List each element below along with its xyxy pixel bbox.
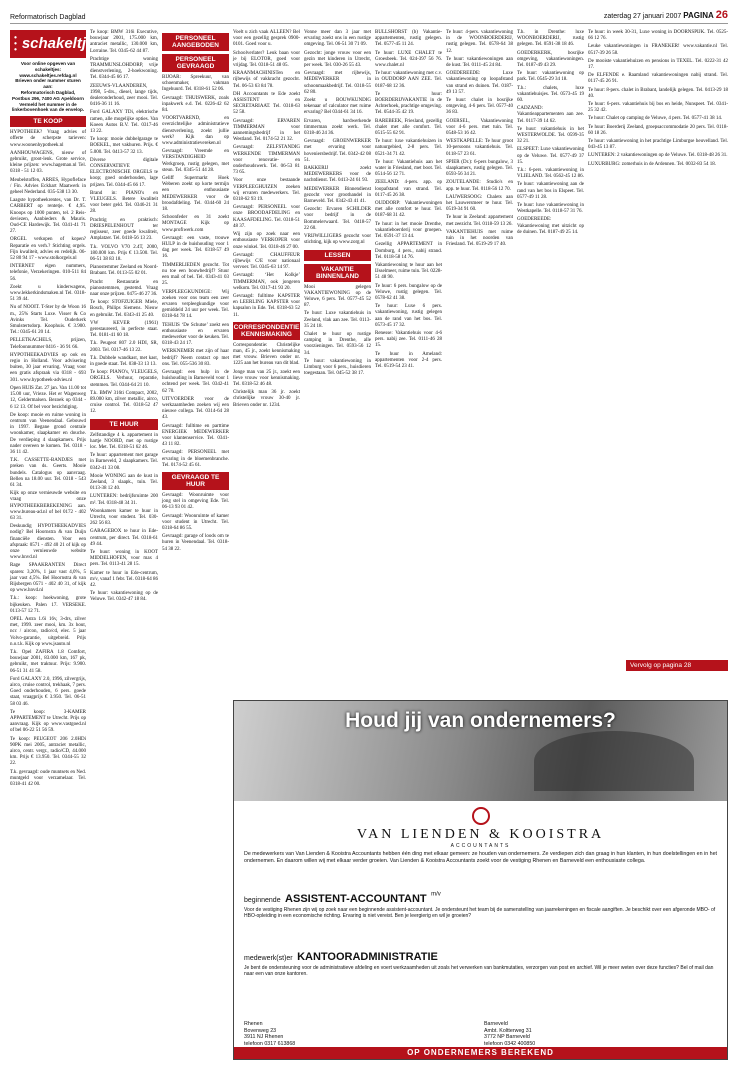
classified-ad: Te huur: vakantiewoning op de Veluwe. Tel. 0342-47 18 84. (90, 591, 158, 603)
ads-col4 (233, 30, 300, 319)
firm-mark-icon (472, 807, 490, 825)
classified-ad: HYPOTHEEKADVIES op ook en regio in Holland. Voor advisering buiten, 30 jaar ervaring. Vraag voor een gratis afspraak via 0318 - 693 301. www.hypotheek-advies.nl (10, 352, 86, 383)
classified-ad: Te huur: 8-pers. chalet in Brabant, landelijk gelegen. Tel. 0413-29 18 40. (588, 87, 728, 99)
column-4 (233, 30, 300, 666)
classified-ad: T.k. Peugeot 807 2.0 HDI, SR, 2003. Tel. 0317-46 13 22. (90, 341, 158, 353)
advert-footer: OP ONDERNEMERS BEREKEND (234, 1047, 727, 1059)
classified-ad: ELSPEET: Luxe vakantiewoning op de Veluwe. Tel. 0577-49 37 15. (517, 147, 584, 165)
ads-col1 (10, 130, 86, 788)
classified-ad: Gevraagd: Woonruimte of kamer voor student in Utrecht. Tel. 0318-64 86 55. (162, 513, 229, 531)
ads-col4b (233, 343, 300, 409)
advert-intro: De medewerkers van Van Lienden & Kooistra Accountants hebben één ding met elkaar gemeen: ze houden van ondernemers. Ze verdiepen zich dan graag in hun klanten, in hun doelstellingen en in het ondernemen. En daarom willen wij met elkaar verder groeien. Van Lienden & Kooistra Accountants zoekt voor de vestiging Rhenen en Barneveld een enthousiaste collega. (244, 851, 717, 864)
classified-ad: Te huur: in het mooie Drenthe, vakantieboerderij voor groepen. Tel. 0591-37 13 44. (375, 221, 442, 240)
classified-ad: Te huur: vakantiewoning met c.v. in OUDDORP AAN ZEE. Tel. 0187-68 12 36. (375, 71, 442, 89)
classified-ad: Rage SPAAKRANTEN Direct sparen: 3,20%, 1 jaar vast 4,0%, 5 jaar vast 4,5%. Bel Hoornstra & van Rijsbergen 0571 - 402 40 31, of kijk op www.hnvd.nl (10, 563, 86, 594)
classified-ad: Voelt u zich vaak ALLEEN? Bel voor een gezellig gesprek 0900-0101. Goed voor u. (233, 30, 300, 48)
classified-ad: VAKANTIEHUIS met ruime tuin in het noorden van Friesland. Tel. 0519-29 17 40. (446, 229, 513, 248)
classified-ad: Gevraagd: PERSONEEL met ervaring in de bloemenbranche. Tel. 0174-52 45 61. (162, 450, 229, 468)
classified-ad: Gevraagd: Vreemde en VERSTANDIGHEID Werkgroep, rustig gelegen, met steun. Tel. 0345-51 44 28. (162, 149, 229, 173)
firm-sub: ACCOUNTANTS (450, 843, 511, 850)
classified-ad: Te huur: Chalet op camping de Veluwe, 4 pers. Tel. 0577-41 38 14. (588, 116, 723, 122)
classified-ad: UITVOERDER voor de werkzaamheden zoeken wij een nieuwe collega. Tel. 0314-64 28 43. (162, 396, 229, 421)
classified-ad: T.k. BMW 316ti Compact, 2002, 89.000 km, zilver metallic, airco, cruise control. Tel. 0318-52 47 12. (90, 390, 158, 415)
classified-ad: ZEEUWS-VLAANDEREN, 1998, 5-drs., diesel, lange tijds, dealeronderhoud, zeer mooi. Tel. 0416-36 11 16. (90, 83, 158, 108)
classified-ad: T.h.: chalets, luxe vakantiehuisjes. Tel. 0573-45 19 60. (517, 85, 584, 104)
classified-ad: Schoolverlater? Leuk baan voor je bij ELOTOR, goed voor vrijdag. Tel. 0318-51 48 05. (233, 50, 300, 69)
classified-ad: Prachtig en praktisch: DRIESPELENHOUT ter regisseur, zeer goede kwaliteit, Amplatzer. Tel. 0418-56 13 23. (90, 217, 158, 242)
classified-ad: LUXURBURG: zomerhuis in de Ardennen. Tel. 0032-83 54 18. (588, 161, 717, 167)
classified-ad: T.k. Dubbele wandkast, met kast, in goede staat. Tel. 038-33 13 13. (90, 355, 158, 367)
classified-ad: HYPOTHEEK? Vraag advies of offerte de scherpste tarieven: www.woonenhypotheek.nl (10, 130, 86, 148)
ads-col2 (90, 30, 158, 416)
classified-ad: Ervaren, hardwerkende timmerman zoekt werk. Tel. 0318-46 24 36. (304, 118, 371, 137)
classified-ad: Zelfstandige 4 k. appartement in hartje NOORD, met op rustige loc. Met. Tel. 0318-51 62 46. (90, 432, 158, 450)
classified-ad: Te huur: vakantiehuis in het WESTERWOLDE. Tel. 0599-35 32 21. (517, 126, 584, 145)
classified-ad: ZOUTELANDE: Studio's en app. te huur. Tel. 0118-56 12 70. (446, 180, 513, 192)
classified-ad: BAREBEEK, Friesland, gezellig chalet met alle comfort. Tel. 0515-55 62 91. (375, 118, 442, 137)
classified-ad: Vonne meer dan 3 jaar met ervaring zoekt ons in een rustige omgeving. Tel. 06-51 30 71 09. (304, 30, 371, 48)
classified-ad: Te huur: vakantiewoningen aan de kust. Tel. 0111-45 24 84. (446, 56, 513, 69)
firm-logo (234, 807, 727, 849)
classified-ad: BAKKERIJ zoekt MEDEWERKERS voor de nachtdienst. Tel. 0413-24 61 93. (304, 166, 371, 184)
classified-ad: De koop: mooie en ruime woning in centrum van Veenendaal. Gebouwd in 1997. Begane grond centrale woonkamer, slaapkamer en douche. De verdieping 4 slaapkamers. Prijs nader overeen te komen. Tel. 0318 - 36 11 42. (10, 412, 86, 455)
column-6 (375, 30, 442, 666)
classified-ad: Gevraagd: een hulp in de huishouding in Barneveld voor 1 ochtend per week. Tel. 0342-41 62 70. (162, 369, 229, 394)
classified-ad: Schoonfeder en 31 zoekt MONTAGE Kijk op www.profiwerk.com (162, 215, 229, 233)
classified-ad: Gezocht: Ervaren SCHILDER voor bedrijf in de Bommelerwaard. Tel. 0418-57 22 60. (304, 207, 371, 231)
column-7 (446, 30, 513, 666)
classified-ad: Chalet te huur op rustige camping in Drenthe, alle voorzieningen. Tel. 0593-56 12 34. (304, 331, 371, 356)
intro-text: Voor online opgeven van schakeltjes: www.schakeltjes.refdag.nl Brieven onder nummer sturen aan: Reformatorisch Dagblad, Postbus 296, 7400 AG Apeldoorn Vermeld het nummer in de linkerbovenhoek van de envelop. (11, 61, 85, 113)
classified-ad: Te koop: PEUGEOT 206 2.0HDi 90PK mei 2005, antraciet metallic, airco, centr. vergr., radio/CD, 44.000 km. Prijs € 13.950. Tel. 0344-55 32 22. (10, 736, 86, 767)
classified-ad: LAUWERSOOG: Chalets aan het Lauwersmeer te huur. Tel. 0519-34 91 60. (446, 194, 513, 213)
section-correspondentie: CORRESPONDENTIE KENNISMAKING (233, 323, 300, 338)
classified-ad: DH Accountants te Ede zoekt ASSISTENT en SECRETARIAAT. Tel. 0318-63 52 58. (233, 91, 300, 116)
classified-ad: Te huur: vakantiewoning in het prachtige Limburgse heuvelland. Tel. 043-45 13 87. (588, 139, 728, 151)
classified-ad: Te huur: Luxe vakantiehuis in Zeeland, vlak aan zee. Tel. 0113-35 24 18. (304, 311, 371, 329)
classified-ad: Gevraagd: een vaste, trouwe HULP in de huishouding voor 1 dag per week. Tel. 0318-57 49 16. (162, 235, 229, 260)
classified-ad: Gevraagd: fulltime KAPSTER en LEERLING KAPSTER voor kapsalon in Ede. Tel. 0318-63 52 11. (233, 293, 300, 318)
column-1 (10, 30, 103, 1060)
classified-ad: Meubelstoffen, ARRES, Hypofleface / Fin. Advies Eckhart Maatwerk in geheel Nederland. 035-538 13 30. (10, 177, 86, 195)
classified-ad: Gevraagd: GROENWERKER met ervaring voor hoveniersbedrijf. Tel. 0342-42 08 51. (304, 139, 371, 163)
classified-ad: BIJOAR: Spreekuur, van schoenmaker, vakman Ingehuurd. Tel. 0318-61 52 06. (162, 75, 229, 93)
classified-ad: GOEDERKERK, bosrijke omgeving, vakantiewoningen. Tel. 0187-49 43 29. (517, 50, 584, 69)
continue-label: Vervolg op pagina 28 (626, 660, 728, 671)
classified-ad: Gevraagd: met rijbewijs, MEDEWERKER in schoonmaakbedrijf. Tel. 0318-55 62 80. (304, 71, 371, 95)
classified-ad: GOERSEL, Vakantiewoning voor 4-6 pers. met tuin. Tel. 0548-53 16 42. (446, 118, 513, 137)
classified-ad: Vakantiewoning te huur aan het IJsselmeer, ruime tuin. Tel. 0228-51 48 90. (375, 262, 442, 281)
classified-ad: MEDEWERKER Binnendienst gezocht voor groothandel in Barneveld. Tel. 0342-43 41 41. (304, 186, 371, 205)
classified-ad: WERKNEMER met zijn of haar bedrijf? Neem contact op met ons. Tel. 055-536 30 83. (162, 349, 229, 367)
chair-shape (534, 731, 694, 791)
column-3 (162, 30, 229, 1060)
classifieds-page (10, 30, 728, 1060)
classified-ad: De mooiste vakantiehuizen en pensions in TEXEL. Tel. 0222-31 42 17. (588, 58, 728, 71)
classified-ad: Brand in: PIANO's en VLEUGELS. Betere kwaliteit voor beter geld. Tel. 0346-21 31 28. (90, 190, 158, 215)
classified-ad: Te huur: appartement met garage in Barneveld, 2 slaapkamers. Tel. 0342-41 33 08. (90, 453, 158, 471)
firm-name: VAN LIENDEN & KOOISTRA (356, 827, 605, 843)
classified-ad: Correspondentie: Christelijke man, 45 jr., zoekt kennismaking met vrouw. Brieven onder nr. 1225 aan het bureau van dit blad. (233, 342, 300, 367)
classified-ad: Gevraagd: ZELFSTANDIG WERKENDE TIMMERMAN voor renovatie- en onderhoudswerk. Tel. 06-53 81 73 65. (233, 145, 300, 176)
classified-ad: Te huur: chalet in bosrijke omgeving, 4-6 pers. Tel. 0577-40 36 83. (446, 98, 513, 116)
classified-ad: VW KEVER (1961) gerestaureerd, in perfecte staat. Tel. 0181-41 60 18. (90, 320, 158, 339)
classified-ad: Gezocht: jonge vrouw voor een gezin met kinderen in Utrecht, per week. Tel. 030-26 55 43. (304, 50, 371, 69)
classified-ad: T.k. gevraagd: oude muntsets en Ned. muntgeld voor verzamelaar. Tel. 0318-41 42 00. (10, 769, 86, 788)
classified-ad: Te huur in Ameland: appartementen voor 2-4 pers. Tel. 0519-54 23 41. (375, 351, 442, 369)
classified-ad: Geliff Supermarkt Hoek Weberen zoekt op korte termijn een enthousiaste MEDEWERKER voor de broodafdeling. Tel. 0344-60 24 18. (162, 176, 229, 213)
classified-ad: GOEDEREEDE: Vakantiewoning met uitzicht op de duinen. Tel. 0187-49 25 14. (517, 217, 584, 235)
classified-ad: Te huur: vakantiewoning aan de rand van het bos in Elspeet. Tel. 0577-49 11 28. (517, 182, 584, 200)
classified-ad: LUNTEREN: 2 vakantiewoningen op de Veluwe. Tel. 0318-48 26 31. (588, 153, 728, 159)
classified-ad: PELLETKACHELS, prijzen, Telefoonnummer 0416 - 36 91 66. (10, 338, 86, 350)
classified-ad: Diverse digitale CONSERVATIEVE ELECTRONISCHE ORGELS te koop; goed onderhouden, lage prijzen. Tel. 0344-45 66 17. (90, 157, 158, 188)
classified-ad: Pianostemmer Zeeland en Noord-Brabant. Tel. 0113-55 02 01. (90, 265, 158, 277)
classified-ad: Jonge man van 25 jr., zoekt een lieve vrouw voor kennismaking. Tel. 0318-52 46 48. (233, 369, 300, 387)
section-te-koop: TE KOOP (10, 116, 86, 127)
classified-ad: LUNTEREN: bedrijfsruimte 200 m². Tel. 0318-48 34 31. (90, 494, 158, 506)
classified-ad: Mooie WONING aan de kust in Zeeland, 3 slaapk., tuin. Tel. 0113-38 12 40. (90, 473, 158, 492)
classified-ad: Te huur: LUXE CHALET te Groesbeek. Tel. 024-397 56 76. www.chalet.nl (375, 50, 442, 69)
section-lessen: LESSEN (304, 250, 371, 261)
classified-ad: TEHUIS ‘De Schutse’ zoekt een enthousiaste en ervaren medewerker voor de keuken. Tel. 0318-43 24 17. (162, 322, 229, 347)
classified-ad: Te koop: STOFZUIGER Miele, Bosch, Philips Siemens. Nieuw en gebruikt. Tel. 0343-41 25 40. (90, 300, 158, 318)
classified-ad: Gezellig APPARTEMENT in Domburg, 4 pers., nabij strand. Tel. 0118-58 14 76. (375, 242, 442, 260)
contact-barneveld: Barneveld Ambt. Koltterweg 31 3772 NP Barneveld telefoon 0342 400850 (484, 1021, 536, 1047)
ads-col5 (304, 30, 371, 247)
classified-ad: ORGEL verkopen of kopen? Reparatie en verh.? Stichting orgels. Fijn kwaliteit, advies en redelijk. 06-52 80 94 17 - www.stolkorgels.nl (10, 237, 86, 262)
column-9 (588, 30, 728, 626)
classified-ad: Kamer te huur in Ede-centrum, m/v, vanaf 1 febr. Tel. 0318-64 86 42. (90, 570, 158, 589)
contact-rhenen: Rhenen Bovenweg 23 3911 NJ Rhenen telefoon 0317 613868 (244, 1021, 296, 1047)
classified-ad: Leuke vakantiewoningen in FRANEKER! www.vakantie.nl Tel. 0517-39 26 58. (588, 44, 728, 56)
classified-ad: VOORTVAREND, en overzichtelijke administratieve dienstverlening, zoekt jullie werk? Kijk dan op www.administratievereken.nl (162, 116, 229, 147)
section-personeel-aangeboden: PERSONEEL AANGEBODEN (162, 33, 229, 51)
job1-text: Voor de vestiging Rhenen zijn wij op zoek naar een beginnende assistent-accountant. Je ondersteunt het team bij de samenstelling van jaarrekeningen en fiscale aangiften. Je beschikt over een afgeronde MBO- of HBO-opleiding in een economische richting. Ervaring is niet vereist. Ben je leergierig en wil je groeien? (244, 907, 716, 920)
schakeltjes-logo: • • • schakeltjes (10, 30, 86, 58)
classified-ad: Woonkamers kamer te huur in Utrecht, voor student. Tel. 030-262 56 83. (90, 508, 158, 527)
classified-ad: Te koop: mooie dubbelgarage te BOEKEL, met vakhuren. Prijs. € 5.000. Tel. 0413-57 32 13. (90, 137, 158, 155)
classified-ad: Christelijk man 36 jr. zoekt christelijke vrouw 30-40 jr. Brieven onder nr. 1234. (233, 390, 300, 408)
classified-ad: KRAANMACHINISTen en rijbewijs of vakkracht gezocht. Tel. 06-53 63 84 78. (233, 71, 300, 89)
classified-ad: Voor onze bestaande VERPLEEGHUIZEN zoeken wij ervaren medewerkers. Tel. 0318-62 93 19. (233, 178, 300, 203)
job1-heading: beginnende ASSISTENT-ACCOUNTANT $^{m/v}$ (244, 891, 441, 905)
classified-ad: Nu of NOOIT. T-Ster by de Woon 16 m., 25% Starts Luxe. Visser & Co Avinks Tel. Ouderkerk Smulstertsdorp. Koophuis. € 3.900. Tel.: 0345-61 20 14. (10, 305, 86, 336)
classified-ad: TIMMERLIEDEN gezocht. Tot nu toe een bouwbedrijf? Stuur een mail of bel. Tel. 0343-41 03 25. (162, 262, 229, 287)
classified-ad: BULLSHORST (b) Vakantie-appartementen, rustig gelegen. Tel. 0577-45 11 24. (375, 30, 442, 48)
section-te-huur: TE HUUR (90, 419, 158, 430)
classified-ad: Mooi gelegen VAKANTIEWONING op de Veluwe, 6 pers. Tel. 0577-45 52 87. (304, 284, 371, 309)
classified-ad: AANHOUWAGENS, nieuw of gebruikt, groot-lenk. Grote service, kleine prijzen: www.hageman.nl Tel. 0318 - 51 12 03. (10, 150, 86, 175)
classified-ad: Te koop: PIANO's, VLEUGELS, ORGELS. Verhuur, reparatie, stemmen. Tel. 0344-64 21 10. (90, 370, 158, 388)
column-8 (517, 30, 584, 666)
classified-ad: Te huur: Vakantiehuis aan het water in Friesland, met boot. Tel. 0514-56 12 71. (375, 159, 442, 178)
classified-ad: Te huur: Boerderij Zeeland, groepsaccommodatie 20 pers. Tel. 0118-60 18 26. (588, 124, 728, 136)
classified-ad: Gevraagd: THUISWERK, zoals inpakwerk e.d. Tel. 0226-42 62 84. (162, 95, 229, 114)
section-gevraagd-te-huur: GEVRAAGD TE HUUR (162, 472, 229, 490)
job-advertisement (233, 700, 728, 1060)
classified-ad: INTERNET eigen nummers, telefonie, Verzekeringen. 010-511 84 56. (10, 264, 86, 282)
ads-col6 (375, 30, 442, 302)
column-2 (90, 30, 158, 1060)
classified-ad: Gevraagd: Woonruimte voor jong stel in omgeving Ede. Tel. 06-13 93 01 42. (162, 492, 229, 511)
classified-ad: Te huur: 6 pers. bungalow op de Veluwe, rustig gelegen. Tel. 0578-62 41 38. (375, 283, 442, 301)
section-vakantie: VAKANTIE BINNENLAND (304, 264, 371, 282)
classified-ad: Te huur: 4-pers. vakantiewoning in de WOONBOERDERIJ, rustig gelegen. Tel. 0578-64 38 12. (446, 30, 513, 54)
classified-ad: Open HUIS Zat. 27 jan. Van 11.00 tot 15.00 uur, Vrieze. Het er Wagenweg 12, Geldermalsen. Bezoek op 0344 - 6 12 13. Of bel voor bezichtiging. (10, 385, 86, 410)
classified-ad: GARAGEBOX te huur in Ede-centrum, per direct. Tel. 0318-61 49 44. (90, 529, 158, 547)
ads-col3b (162, 493, 229, 553)
classified-ad: Te huur: luxe vakantiewoning in Westkapelle. Tel. 0118-57 31 76. (517, 203, 584, 215)
classified-ad: Te huur: Luxe 6 pers. vakantiewoning, rustig gelegen aan de rand van het bos. Tel. 0573-45 17 32. (375, 304, 442, 328)
job2-heading: medewerk(st)er KANTOORADMINISTRATIE (244, 951, 438, 963)
classified-ad: T.K. CASSETTE-BANDJES met preken van ds. Geerts. Mooie bundels. Catalogus op aanvraag. Bellen na 18.00 uur. Tel. 0318 - 543 61 34. (10, 458, 86, 488)
classified-ad: Te huur: BOERDERIJVAKANTIE in de Achterhoek, prachtige omgeving. Tel. 0544-35 42 19. (375, 91, 442, 116)
classified-ad: WESTKAPELLE: Te huur groot 10-persoons vakantiehuis. Tel. 0118-57 23 61. (446, 139, 513, 157)
column-5 (304, 30, 371, 666)
classified-ad: Laagste hypotheekrentes, van Dr. T. CARBERT op rentetje. € 4,95. Knoops op 1000 punten, tel. 2 Reis-deviezen, Aanbieders & Mauris. Oud-CE Hardewijk. Tel. 0341-41 71 27. (10, 198, 86, 235)
advert-headline: Houd jij van ondernemers? (345, 709, 616, 732)
classified-ad: Pracht Restauratie en pianostemmen, gestemd. Vraag naar onze prijzen. 0475-46 27 36. (90, 279, 158, 297)
classified-ad: VRIJWILLIGERS gezocht voor stichting, kijk op www.zorg.nl (304, 234, 371, 246)
ads-col6b (375, 304, 442, 370)
ads-col2b (90, 433, 158, 604)
ads-col9 (588, 30, 728, 168)
classified-ad: Gevraagd: ‘Het Kolkje’ TIMMERMAN, ook jongeren welkom. Tel. 0317-41 93 20. (233, 273, 300, 291)
classified-ad: Te huur: luxe vakantiehuizen in natuurgebied, 2-8 pers. Tel. 0521-34 71 42. (375, 139, 442, 157)
classified-ad: Te huur: in week 30-31, Luxe woning in DOORNSPIJK. Tel. 0525-66 12 76. (588, 30, 728, 42)
classified-ad: Te huur: 6-pers. vakantiehuis bij bos en heide, Nunspeet. Tel. 0341-25 32 42. (588, 102, 728, 114)
classified-ad: Te huur: vakantiewoning op park. Tel. 0545-29 34 18. (517, 71, 584, 83)
classified-ad: Gevraagd: garage of loods om te huren in Veenendaal. Tel. 0318-54 38 22. (162, 534, 229, 552)
classified-ad: T.k. VOLVO V70 2.4T, 2000, 180.000 km. Prijs € 13.500. Tel. 06-51 38 83 18. (90, 244, 158, 262)
classified-ad: Te huur in Zeeland: appartement met zeezicht. Tel. 0118-59 13 26. (446, 215, 513, 227)
classified-ad: ZEELAND: 4-pers. app. op loopafstand van strand. Tel. 0117-45 26 38. (375, 180, 442, 198)
job2-text: Je bent de ondersteuning voor de administratieve afdeling en voert werkzaamheden uit zoals het verwerken van bankmutaties, verzorgen van post en archief. Wil je meer weten over deze functies? Bel of mail dan naar een van onze kantoren. (244, 965, 714, 978)
classified-ad: Wij zijn op zoek naar een enthousiaste VERKOPER voor onze winkel. Tel. 0318-46 27 00. (233, 232, 300, 250)
schakeltjes-link[interactable]: www.schakeltjes.refdag.nl (19, 72, 77, 78)
classified-ad: Prachtige woning TRAMMUNSLOHDORP, vrije dienstverlening, 2-hoekwoning. Tel. 0344-45 66 17. (90, 56, 158, 81)
classified-ad: Renesse: Vakantiehuis voor 4-6 pers. nabij zee. Tel. 0111-46 28 15. (375, 330, 442, 349)
classified-ad: Gevraagd: ERVAREN TIMMERMAN voor aannemingsbedrijf in het Westland. Tel. 0174-52 21 32. (233, 118, 300, 143)
classified-ad: Gevraagd: fulltime en parttime ENERGIEK MEDEWERKER voor klantenservice. Tel. 0341-43 11 82. (162, 423, 229, 448)
classified-ad: SPIER (Dr.): 6-pers bungalow, 3 slaapkamers, rustig gelegen. Tel. 0593-56 34 21. (446, 159, 513, 178)
classified-ad: Te huur: vakantiewoning in Limburg voor 6 pers., huisdieren toegestaan. Tel. 045-52 38 17. (304, 358, 371, 377)
classified-ad: GOEDEREEDE: Luxe vakantiewoning op loopafstand van strand en duinen. Tel. 0187-49 13 57. (446, 71, 513, 95)
ads-col5b (304, 285, 371, 378)
classified-ad: T.k.: 6-pers. vakantiewoning in VLIELAND. Tel. 0562-45 12 86. (517, 168, 584, 180)
classified-ad: Ford GALAXY 2.0, 1996, zilvergrijs, airco, cruise control, trekhaak, 7 pers. Goed onderhouden, 6 pers. goede staat, vraagprijs € 3.950. Tel. 06-51 58 03 46. (10, 676, 86, 707)
page-number: 26 (715, 9, 728, 21)
ads-col3 (162, 75, 229, 469)
classified-ad: Zoekt u BOUWKUNDIG tekenaar of calculator met ruime ervaring? Bel 0344-61 34 16. (304, 98, 371, 116)
classified-ad: Te huur: woning in KOOT MIDDELHOFEN, voor max 4 pers. Tel. 0113-41 28 15. (90, 550, 158, 568)
classified-ad: Gevraagd: CHAUFFEUR rijbewijs C/E voor nationaal vervoer. Tel. 0345-63 14 97. (233, 252, 300, 271)
classified-ad: CADZAND: Vakantieappartementen aan zee. Tel. 0117-39 14 62. (517, 106, 584, 124)
classified-ad: Gevraagd: PERSONEEL voor onze BROODAFDELING en KAASAFDELING. Tel. 0318-51 48 37. (233, 205, 300, 229)
classified-ad: OUDDORP: Vakantiewoningen met alle comfort te huur. Tel. 0187-68 31 42. (375, 201, 442, 219)
classified-ad: Zoekt u kinderwagens, www.lekkerkindsmaken.nl Tel. 0318-51 39 44. (10, 284, 86, 303)
ads-col7 (446, 30, 513, 249)
section-personeel-gevraagd: PERSONEEL GEVRAAGD (162, 54, 229, 72)
classified-ad: OPEL Astra 1.6i 16v, 3-drs, zilver met, 1999. zeer mooi, km. 3x hout, ncc / aircon, radio/cd, elec. 5 jaar Volvo-garantie, uitgebreid. Prijs n.o.t.k. Kijk op www.jsauto.nl (10, 617, 86, 647)
ads-col8 (517, 30, 584, 236)
classified-ad: De ELFENDE e. Raamland vakantiewoningen nabij strand. Tel. 0117-45 26 91. (588, 73, 728, 85)
classified-ad: T.k.: koop: hoekwoning, grote bijkeuken. Palen 17. VERSEKE. 0113-57 12 71. (10, 596, 86, 614)
page-header (10, 8, 728, 24)
classified-ad: Ford GALAXY TDi, elektrische ramen, alle mogelijke opties. Van Koeen Autos B.V. Tel. 0317-46 13 22. (90, 110, 158, 135)
classified-ad: Kijk op onze vernieuwde website en vraag onze HYPOTHEEKBEREKENING aan. www.bureau-ad.nl of bel 0172 - 402 63 31. (10, 491, 86, 521)
classified-ad: Te koop: BMW 316i Executive, bouwjaar 2001, 175.000 km, antraciet metallic, 130.000 km, Lorraine. Tel. 0345-62 44 87. (90, 30, 158, 54)
classified-ad: T.h. in Drenthe: luxe WOONBOERDERIJ, rustig gelegen. Tel. 0591-38 18 46. (517, 30, 584, 48)
classified-ad: VERPLEEGKUNDIGE: Wij zoeken voor ons team een zeer ervaren verpleegkundige voor gemiddeld 24 uur per week. Tel. 0318-64 78 14. (162, 289, 229, 320)
classified-ad: T.k. Opel ZAFIRA 1.8 Comfort, bouwjaar 2001, 83.000 km, 167 pk, gebruikt, met traktuur. Prijs: 9.900. 06-51 31 41 58. (10, 650, 86, 674)
classified-ad: Deskundig HYPOTHEEKADVIES nodig? Bel Hoornstra & van Duijn financiële diensten. Voor een afspraak: 0571 - 492 40 21 of kijk op onze vernieuwde website www.hnvd.nl (10, 524, 86, 561)
classified-ad: Te koop: 3-KAMER APPARTEMENT te Utrecht. Prijs op aanvraag. Kijk op www.vastgoed.nl of bel 06-22 51 56 59. (10, 709, 86, 734)
paper-name: Reformatorisch Dagblad (10, 14, 86, 21)
page-info: zaterdag 27 januari 2007 PAGINA 26 (603, 9, 728, 21)
